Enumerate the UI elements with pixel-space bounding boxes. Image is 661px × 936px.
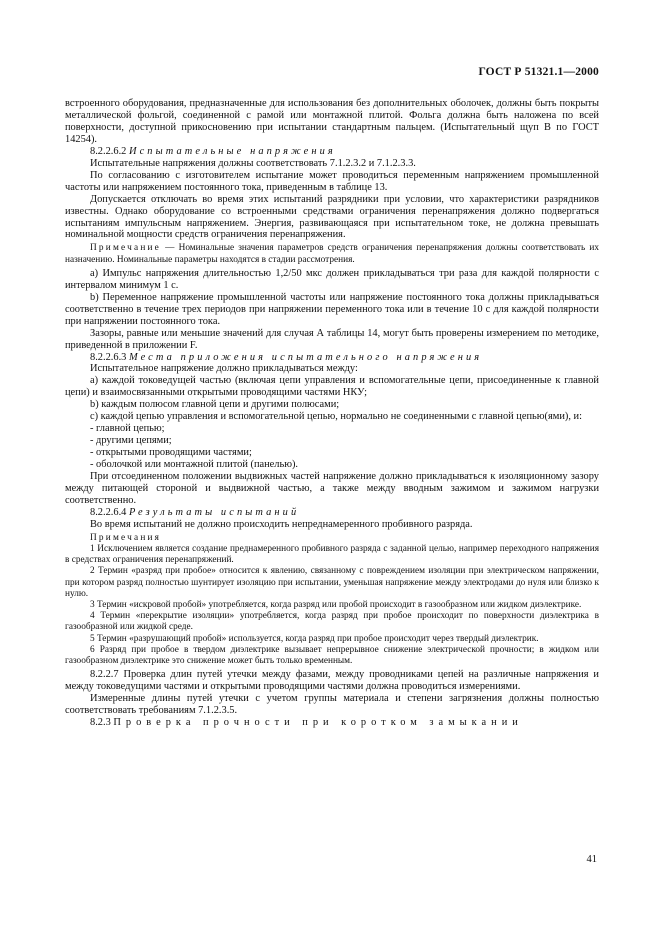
note-label: Примечание <box>90 243 161 254</box>
list-item: а) Импульс напряжения длительностью 1,2/50 мкс должен прикладываться три раза для каждой полярности с интервалом минимум 1 с. <box>65 267 599 291</box>
section-title: Проверка прочности при коротком замыкании <box>113 717 523 729</box>
section-heading <box>65 717 599 729</box>
dash-item: - открытыми проводящими частями; <box>90 447 252 459</box>
note-item: 3 Термин «искровой пробой» употребляется, когда разряд или пробой происходит в газообразном или жидком диэлектрике. <box>90 600 582 611</box>
document-code-header: ГОСТ Р 51321.1—2000 <box>478 66 599 78</box>
note-text: — Номинальные значения параметров средств ограничения перенапряжения должны соответствовать их назначению. Номинальные параметры находятся в стадии рассмотрения. <box>65 243 599 265</box>
paragraph: Зазоры, равные или меньшие значений для случая А таблицы 14, могут быть проверены измерением по методике, приведенной в приложении F. <box>65 327 599 351</box>
note-item: 2 Термин «разряд при пробое» относится к явлению, связанному с повреждением изоляции при электрическом напряжении, при котором разряд полностью шунтирует изоляцию при испытании, уменьшая напряжение между электродами до нуля или близко к нулю. <box>65 566 599 599</box>
paragraph: встроенного оборудования, предназначенные для использования без дополнительных оболочек, должны быть покрыты металлической фольгой, соединенной с рамой или монтажной плитой. Фольга должна быть наложена по всей поверхности, доступной прикосновению при испытании стандартным пальцем. (Испытательный щуп В по ГОСТ 14254). <box>65 98 599 145</box>
section-number: 8.2.3 <box>90 717 111 729</box>
section-heading <box>65 352 599 364</box>
note <box>65 243 599 265</box>
page-body <box>65 98 599 729</box>
paragraph: 8.2.2.7 Проверка длин путей утечки между фазами, между проводниками цепей на различные напряжения и между токоведущими частями и открытыми проводящими частями должна проводиться измерениями. <box>65 669 599 693</box>
section-number: 8.2.2.6.3 <box>90 351 127 363</box>
note-item: 6 Разряд при пробое в твердом диэлектрике вызывает непрерывное снижение электрической прочности; в жидком или газообразном диэлектрике это снижение может быть только временным. <box>65 644 599 667</box>
paragraph: Испытательное напряжение должно прикладываться между: <box>90 363 358 375</box>
section-heading <box>65 507 599 519</box>
paragraph: Испытательные напряжения должны соответствовать 7.1.2.3.2 и 7.1.2.3.3. <box>90 157 416 169</box>
section-number: 8.2.2.6.2 <box>90 145 127 157</box>
paragraph: Измеренные длины путей утечки с учетом группы материала и степени загрязнения должны полностью соответствовать требованиям 7.1.2.3.5. <box>65 693 599 717</box>
notes-label: Примечания <box>90 532 162 543</box>
dash-item: - оболочкой или монтажной плитой (панелью). <box>90 459 299 471</box>
paragraph: По согласованию с изготовителем испытание может проводиться переменным напряжением промышленной частоты или напряжением постоянного тока, приведенным в таблице 13. <box>65 169 599 193</box>
note-item: 4 Термин «перекрытие изоляции» употребляется, когда разряд при пробое происходит по поверхности диэлектрика в газообразной или жидкой среде. <box>65 611 599 633</box>
note-item: 5 Термин «разрушающий пробой» используется, когда разряд при пробое происходит через твердый диэлектрик. <box>90 633 539 644</box>
section-number: 8.2.2.6.4 <box>90 506 127 518</box>
dash-item: - другими цепями; <box>90 435 172 447</box>
list-item: b) каждым полюсом главной цепи и другими полюсами; <box>90 399 340 411</box>
paragraph: Допускается отключать во время этих испытаний разрядники при условии, что характеристики разрядников известны. Однако оборудование со встроенными средствами ограничения перенапряжения должно подвергаться испытаниям импульсным напряжением. Энергия, развивающаяся при испытательном токе, не должна превышать номинальной мощности средств ограничения перенапряжения. <box>65 193 599 241</box>
note-item: 1 Исключением является создание преднамеренного пробивного разряда с заданной целью, например переходного напряжения в средствах ограничения перенапряжений. <box>65 544 599 566</box>
section-title: Испытательные напряжения <box>128 145 336 157</box>
list-item: с) каждой цепью управления и вспомогательной цепью, нормально не соединенными с главной цепью(ями), и: <box>90 411 583 423</box>
section-heading <box>65 146 599 158</box>
list-item: b) Переменное напряжение промышленной частоты или напряжение постоянного тока должны прикладываться соответственно в течение трех периодов при напряжении переменного тока или в течение 10 с для каждой полярности при напряжении постоянного тока. <box>65 291 599 327</box>
page-number: 41 <box>586 854 597 865</box>
notes-heading <box>65 533 599 544</box>
section-title: Результаты испытаний <box>128 506 300 518</box>
section-title: Места приложения испытательного напряжения <box>128 351 483 363</box>
paragraph: Во время испытаний не должно происходить непреднамеренного пробивного разряда. <box>90 518 473 530</box>
list-item: а) каждой токоведущей частью (включая цепи управления и вспомогательные цепи, присоединенные к главной цепи) и взаимосвязанными открытыми проводящими частями НКУ; <box>65 375 599 399</box>
paragraph: При отсоединенном положении выдвижных частей напряжение должно прикладываться к изоляционному зазору между питающей стороной и выдвижной частью, а также между вводным зажимом и зажимом нагрузки соответственно. <box>65 471 599 506</box>
dash-item: - главной цепью; <box>90 423 165 435</box>
